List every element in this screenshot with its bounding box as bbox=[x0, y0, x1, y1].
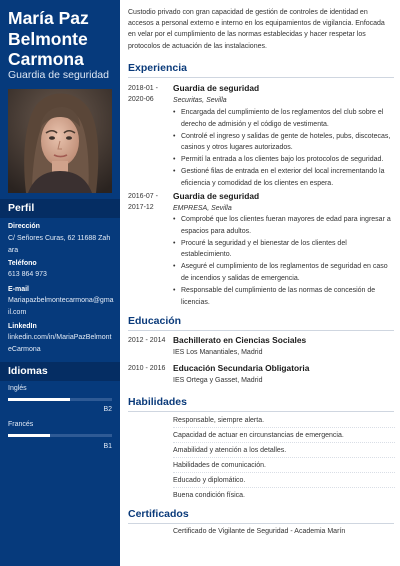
experience-company: EMPRESA, Sevilla bbox=[173, 205, 232, 212]
linkedin-label: LinkedIn bbox=[8, 323, 37, 330]
language-level: B1 bbox=[103, 443, 112, 450]
languages-title: Idiomas bbox=[8, 365, 48, 377]
list-item: Educado y diplomático. bbox=[173, 473, 395, 488]
phone-value: 613 864 973 bbox=[8, 271, 47, 278]
list-item: • Controlé el ingreso y salidas de gente de hoteles, pubs, discotecas, casinos y otros lugares autorizados. bbox=[173, 131, 395, 155]
candidate-role: Guardia de seguridad bbox=[8, 69, 109, 81]
address-value: C/ Señores Curas, 62 11688 Zahara bbox=[8, 235, 111, 254]
list-item: Capacidad de actuar en circunstancias de emergencia. bbox=[173, 428, 395, 443]
language-name: Francés bbox=[8, 421, 34, 428]
list-item: Amabilidad y atención a los detalles. bbox=[173, 443, 395, 458]
candidate-name: María Paz Belmonte Carmona bbox=[8, 8, 89, 69]
experience-date: 2016-07 - 2017-12 bbox=[128, 193, 158, 211]
education-degree: Educación Secundaria Obligatoria bbox=[173, 363, 310, 373]
language-bar-fill bbox=[8, 434, 50, 437]
list-item: Habilidades de comunicación. bbox=[173, 458, 395, 473]
section-divider bbox=[128, 330, 394, 331]
experience-position: Guardia de seguridad bbox=[173, 191, 260, 201]
language-bar bbox=[8, 434, 112, 437]
experience-company: Securitas, Sevilla bbox=[173, 97, 227, 104]
profile-photo bbox=[8, 89, 112, 193]
languages-header bbox=[0, 362, 120, 381]
section-divider bbox=[128, 411, 394, 412]
skills-title: Habilidades bbox=[128, 396, 187, 408]
address-label: Dirección bbox=[8, 223, 40, 230]
list-item: • Gestioné filas de entrada en el exterior del local incrementando la eficiencia y comodidad de los clientes en espera. bbox=[173, 166, 395, 190]
list-item: Buena condición física. bbox=[173, 492, 245, 499]
experience-bullets bbox=[173, 214, 395, 308]
perfil-header bbox=[0, 199, 120, 218]
sidebar bbox=[0, 0, 120, 566]
list-item: • Comprobé que los clientes fueran mayores de edad para ingresar a espacios para adultos. bbox=[173, 214, 395, 238]
linkedin-value[interactable]: linkedin.com/in/MariaPazBelmonteCarmona bbox=[8, 334, 112, 353]
list-item: • Encargada del cumplimiento de los reglamentos del club sobre el derecho de admisión y el código de vestimenta. bbox=[173, 107, 395, 131]
education-school: IES Ortega y Gasset, Madrid bbox=[173, 377, 263, 384]
education-title: Educación bbox=[128, 315, 182, 327]
education-degree: Bachillerato en Ciencias Sociales bbox=[173, 335, 307, 345]
education-date: 2010 - 2016 bbox=[128, 365, 166, 372]
perfil-title: Perfil bbox=[8, 202, 35, 214]
email-value[interactable]: Mariapazbelmontecarmona@gmail.com bbox=[8, 297, 114, 316]
language-bar-fill bbox=[8, 398, 70, 401]
experience-date: 2018-01 - 2020-06 bbox=[128, 85, 158, 103]
profile-summary: Custodio privado con gran capacidad de gestión de controles de identidad en accesos a personal externo e interno en los equipamientos de vigilancia. Enfocada en velar por el cumplimiento de las normas establecidas y hacer respetar los protocolos de actuación de las instalaciones. bbox=[128, 9, 385, 50]
experience-position: Guardia de seguridad bbox=[173, 83, 260, 93]
education-school: IES Los Manantiales, Madrid bbox=[173, 349, 263, 356]
experience-bullets bbox=[173, 107, 395, 190]
certificates-title: Certificados bbox=[128, 508, 189, 520]
education-date: 2012 - 2014 bbox=[128, 337, 166, 344]
experience-title: Experiencia bbox=[128, 62, 187, 74]
language-bar bbox=[8, 398, 112, 401]
certificate-item: Certificado de Vigilante de Seguridad - Academia Marín bbox=[173, 528, 346, 535]
language-level: B2 bbox=[103, 406, 112, 413]
list-item: • Permití la entrada a los clientes bajo los protocolos de seguridad. bbox=[173, 154, 395, 166]
section-divider bbox=[128, 523, 394, 524]
language-name: Inglés bbox=[8, 385, 27, 392]
list-item: • Aseguré el cumplimiento de los reglamentos de seguridad en caso de incendios y salidas de emergencia. bbox=[173, 261, 395, 285]
list-item: • Responsable del cumplimiento de las normas de concesión de licencias. bbox=[173, 285, 395, 309]
email-label: E-mail bbox=[8, 286, 30, 293]
list-item: Responsable, siempre alerta. bbox=[173, 413, 395, 428]
section-divider bbox=[128, 77, 394, 78]
phone-label: Teléfono bbox=[8, 260, 37, 267]
list-item: • Procuré la seguridad y el bienestar de los clientes del establecimiento. bbox=[173, 238, 395, 262]
portrait-image bbox=[8, 89, 112, 193]
main-content bbox=[120, 0, 400, 566]
skills-list bbox=[173, 413, 395, 503]
